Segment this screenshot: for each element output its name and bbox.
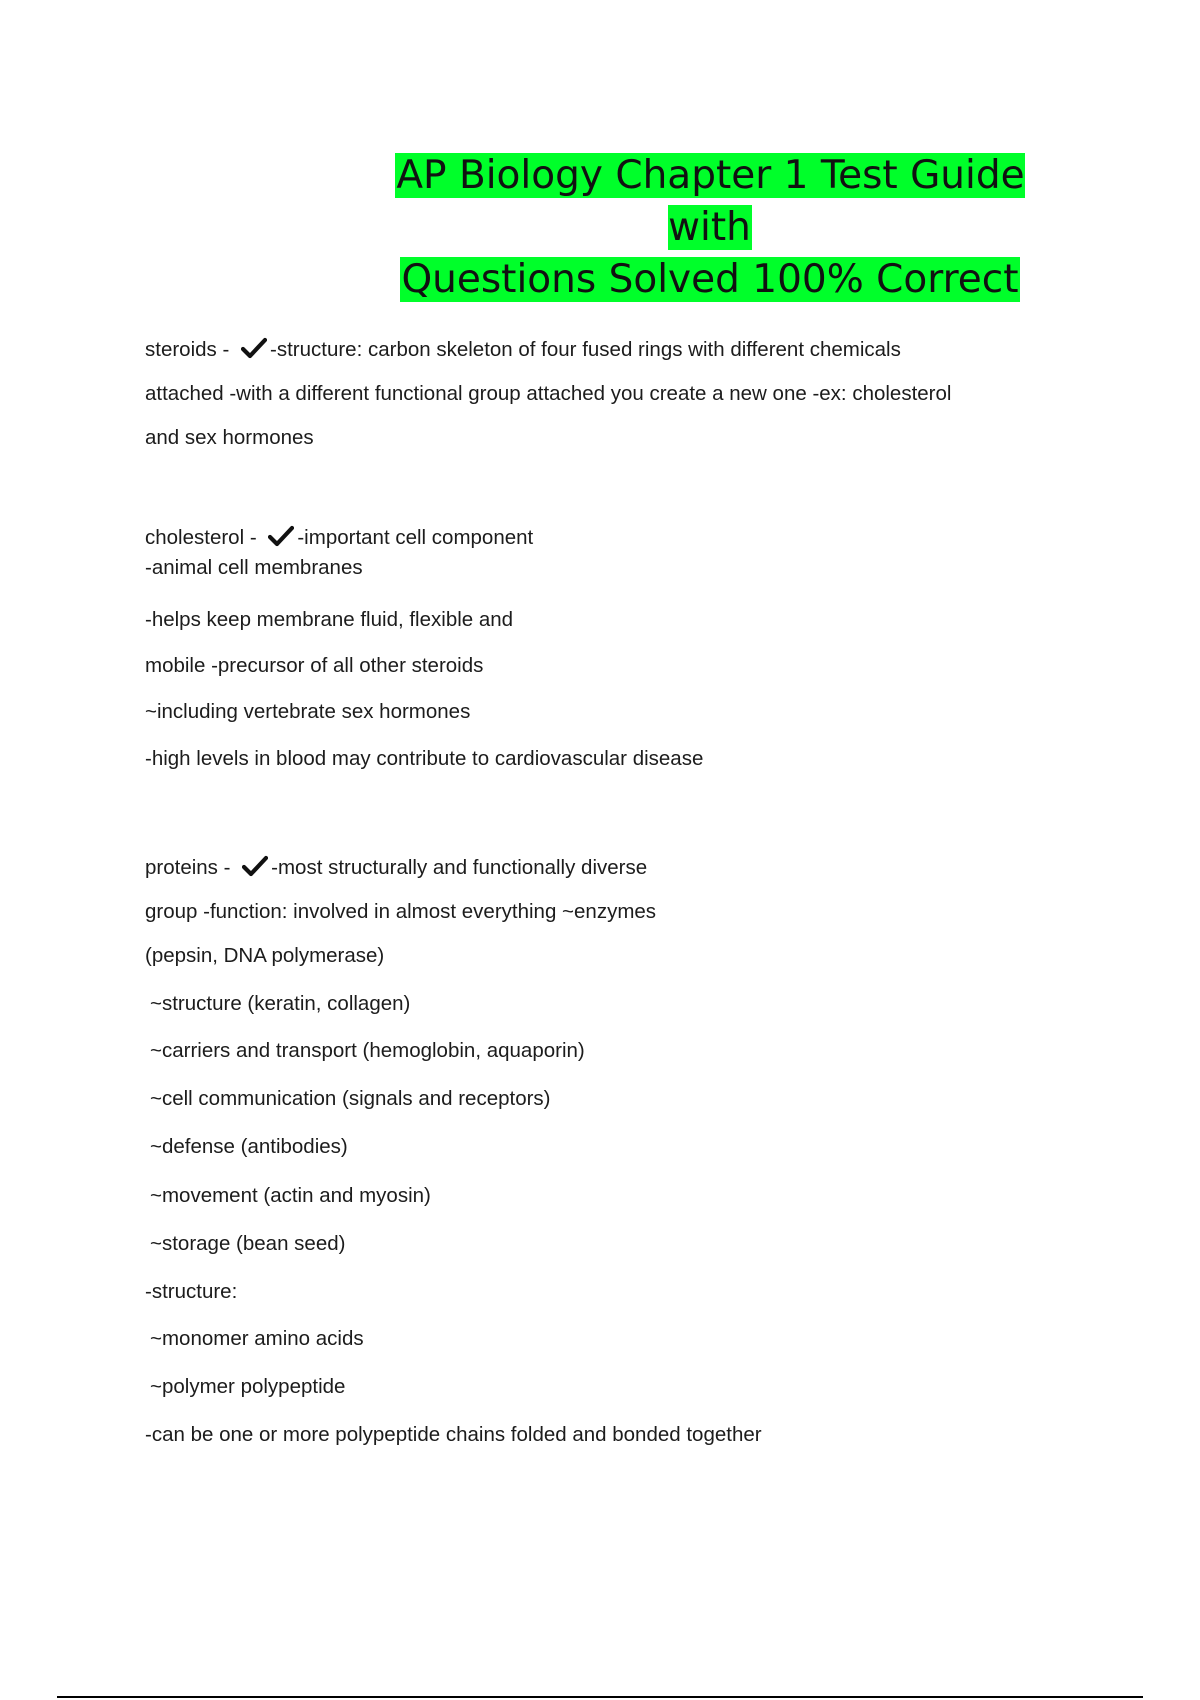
- cholesterol-line-5: ~including vertebrate sex hormones: [145, 700, 471, 723]
- cholesterol-line-3: -helps keep membrane fluid, flexible and: [145, 608, 514, 631]
- proteins-line-3: (pepsin, DNA polymerase): [145, 944, 385, 967]
- proteins-line-12: ~polymer polypeptide: [150, 1375, 346, 1398]
- footer-divider: [57, 1696, 1143, 1698]
- cholesterol-line-4: mobile -precursor of all other steroids: [145, 654, 484, 677]
- proteins-line-10: -structure:: [145, 1280, 238, 1303]
- proteins-line-7: ~defense (antibodies): [150, 1135, 348, 1158]
- steroids-line-3: and sex hormones: [145, 426, 314, 449]
- cholesterol-line-2: -animal cell membranes: [145, 556, 363, 579]
- title-line-1: AP Biology Chapter 1 Test Guide with: [396, 153, 1025, 250]
- proteins-definition-text: -most structurally and functionally diverse: [271, 856, 648, 879]
- cholesterol-line-6: -high levels in blood may contribute to cardiovascular disease: [145, 747, 704, 770]
- proteins-line-4: ~structure (keratin, collagen): [150, 992, 411, 1015]
- proteins-line-9: ~storage (bean seed): [150, 1232, 346, 1255]
- steroids-line-2: attached -with a different functional group attached you create a new one -ex: cholesterol: [145, 382, 952, 405]
- term-steroids: steroids -: [145, 338, 235, 361]
- proteins-line-5: ~carriers and transport (hemoglobin, aquaporin): [150, 1039, 585, 1062]
- check-mark-icon: [242, 855, 268, 883]
- proteins-line-13: -can be one or more polypeptide chains folded and bonded together: [145, 1423, 762, 1446]
- term-cholesterol: cholesterol -: [145, 526, 263, 549]
- term-proteins: proteins -: [145, 856, 237, 879]
- check-mark-icon: [268, 525, 294, 553]
- check-mark-icon: [241, 337, 267, 365]
- proteins-entry-line-1: [145, 855, 647, 883]
- cholesterol-entry-line-1: [145, 525, 533, 553]
- steroids-definition-text: -structure: carbon skeleton of four fused rings with different chemicals: [270, 338, 901, 361]
- document-title: [360, 150, 1060, 306]
- proteins-line-11: ~monomer amino acids: [150, 1327, 364, 1350]
- proteins-line-6: ~cell communication (signals and receptors): [150, 1087, 551, 1110]
- cholesterol-definition-text: -important cell component: [297, 526, 534, 549]
- steroids-entry-line-1: [145, 337, 901, 365]
- title-line-2: Questions Solved 100% Correct: [401, 257, 1019, 302]
- proteins-line-8: ~movement (actin and myosin): [150, 1184, 431, 1207]
- proteins-line-2: group -function: involved in almost everything ~enzymes: [145, 900, 657, 923]
